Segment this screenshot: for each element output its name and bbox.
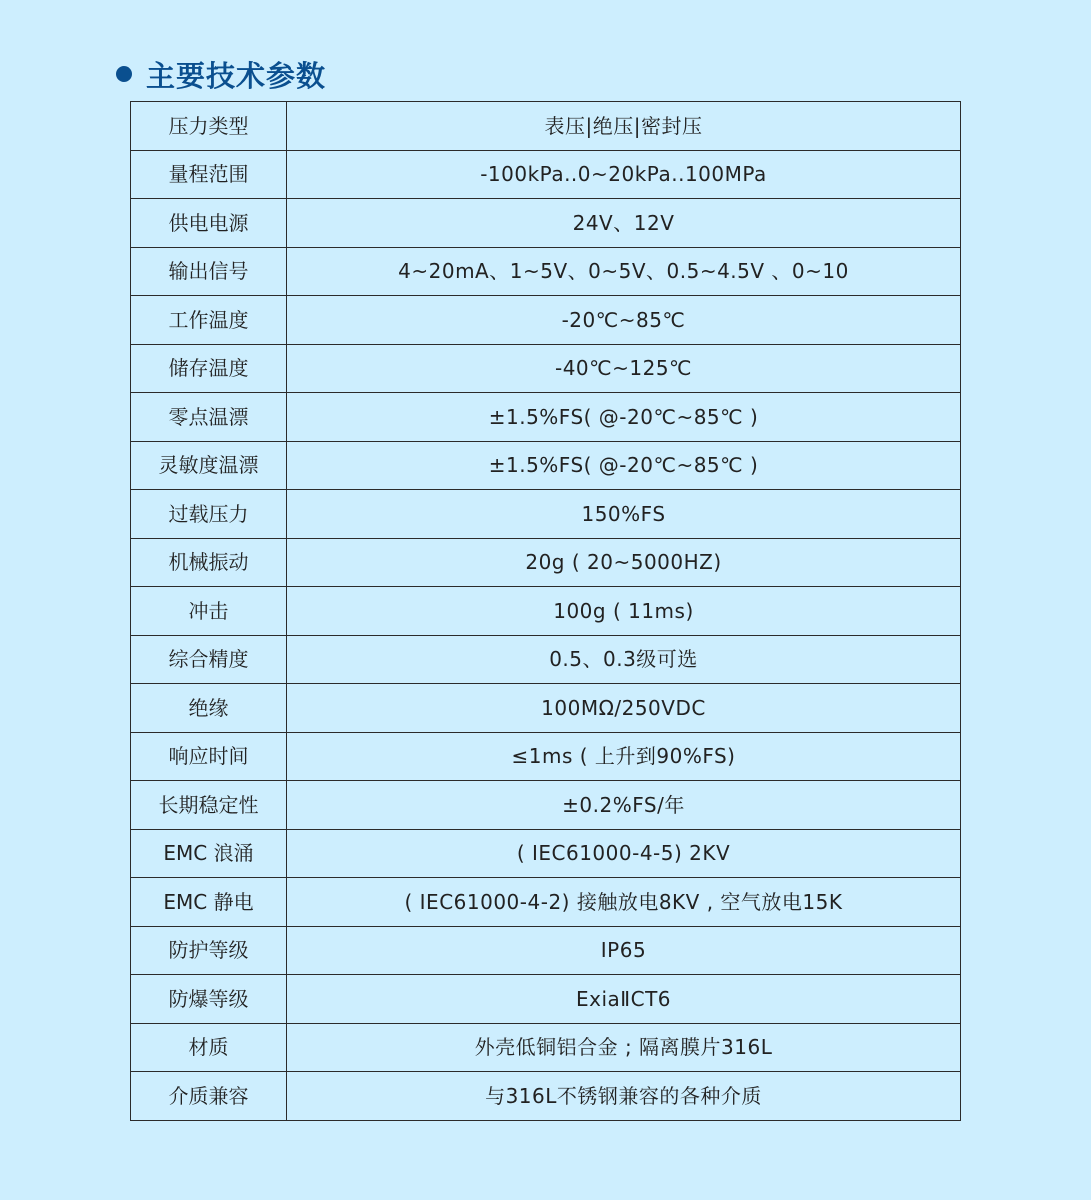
param-name-cell: 介质兼容 — [131, 1072, 287, 1121]
param-value-cell: ≤1ms ( 上升到90%FS) — [287, 732, 961, 781]
table-row — [131, 247, 961, 296]
param-value-cell: 150%FS — [287, 490, 961, 539]
table-row — [131, 926, 961, 975]
table-row — [131, 975, 961, 1024]
param-name-cell: 储存温度 — [131, 344, 287, 393]
table-row — [131, 393, 961, 442]
param-value-cell: ±1.5%FS( @-20℃~85℃ ) — [287, 393, 961, 442]
spec-table — [130, 101, 961, 1121]
param-value-cell: 与316L不锈钢兼容的各种介质 — [287, 1072, 961, 1121]
param-value-cell: ±0.2%FS/年 — [287, 781, 961, 830]
table-row — [131, 102, 961, 151]
param-value-cell: 4~20mA、1~5V、0~5V、0.5~4.5V 、0~10 — [287, 247, 961, 296]
param-name-cell: 材质 — [131, 1023, 287, 1072]
param-name-cell: 综合精度 — [131, 635, 287, 684]
param-value-cell: 100MΩ/250VDC — [287, 684, 961, 733]
table-row — [131, 344, 961, 393]
param-value-cell: IP65 — [287, 926, 961, 975]
param-value-cell: -20℃~85℃ — [287, 296, 961, 345]
table-row — [131, 635, 961, 684]
param-value-cell: 100g ( 11ms) — [287, 587, 961, 636]
table-row — [131, 829, 961, 878]
param-name-cell: 长期稳定性 — [131, 781, 287, 830]
table-row — [131, 490, 961, 539]
table-row — [131, 684, 961, 733]
param-value-cell: ( IEC61000-4-5) 2KV — [287, 829, 961, 878]
param-value-cell: ±1.5%FS( @-20℃~85℃ ) — [287, 441, 961, 490]
param-name-cell: 工作温度 — [131, 296, 287, 345]
param-name-cell: 机械振动 — [131, 538, 287, 587]
param-name-cell: 绝缘 — [131, 684, 287, 733]
table-row — [131, 199, 961, 248]
param-name-cell: 供电电源 — [131, 199, 287, 248]
param-name-cell: 响应时间 — [131, 732, 287, 781]
table-row — [131, 538, 961, 587]
table-row — [131, 296, 961, 345]
param-name-cell: EMC 浪涌 — [131, 829, 287, 878]
param-name-cell: 冲击 — [131, 587, 287, 636]
param-value-cell: -40℃~125℃ — [287, 344, 961, 393]
param-name-cell: 过载压力 — [131, 490, 287, 539]
spec-table-body — [131, 102, 961, 1121]
param-name-cell: EMC 静电 — [131, 878, 287, 927]
param-value-cell: 表压|绝压|密封压 — [287, 102, 961, 151]
bullet-dot-icon — [116, 66, 132, 82]
param-name-cell: 防护等级 — [131, 926, 287, 975]
param-value-cell: 外壳低铜铝合金 ; 隔离膜片316L — [287, 1023, 961, 1072]
table-row — [131, 732, 961, 781]
param-name-cell: 防爆等级 — [131, 975, 287, 1024]
param-name-cell: 灵敏度温漂 — [131, 441, 287, 490]
param-value-cell: 24V、12V — [287, 199, 961, 248]
param-value-cell: -100kPa..0~20kPa..100MPa — [287, 150, 961, 199]
table-row — [131, 587, 961, 636]
param-value-cell: 20g ( 20~5000HZ) — [287, 538, 961, 587]
table-row — [131, 150, 961, 199]
param-name-cell: 量程范围 — [131, 150, 287, 199]
section-title: 主要技术参数 — [146, 58, 327, 93]
table-row — [131, 441, 961, 490]
param-name-cell: 压力类型 — [131, 102, 287, 151]
table-row — [131, 781, 961, 830]
table-row — [131, 1023, 961, 1072]
section-heading — [116, 54, 326, 94]
param-value-cell: ExiaⅡCT6 — [287, 975, 961, 1024]
table-row — [131, 1072, 961, 1121]
param-value-cell: ( IEC61000-4-2) 接触放电8KV , 空气放电15K — [287, 878, 961, 927]
param-value-cell: 0.5、0.3级可选 — [287, 635, 961, 684]
table-row — [131, 878, 961, 927]
param-name-cell: 输出信号 — [131, 247, 287, 296]
param-name-cell: 零点温漂 — [131, 393, 287, 442]
